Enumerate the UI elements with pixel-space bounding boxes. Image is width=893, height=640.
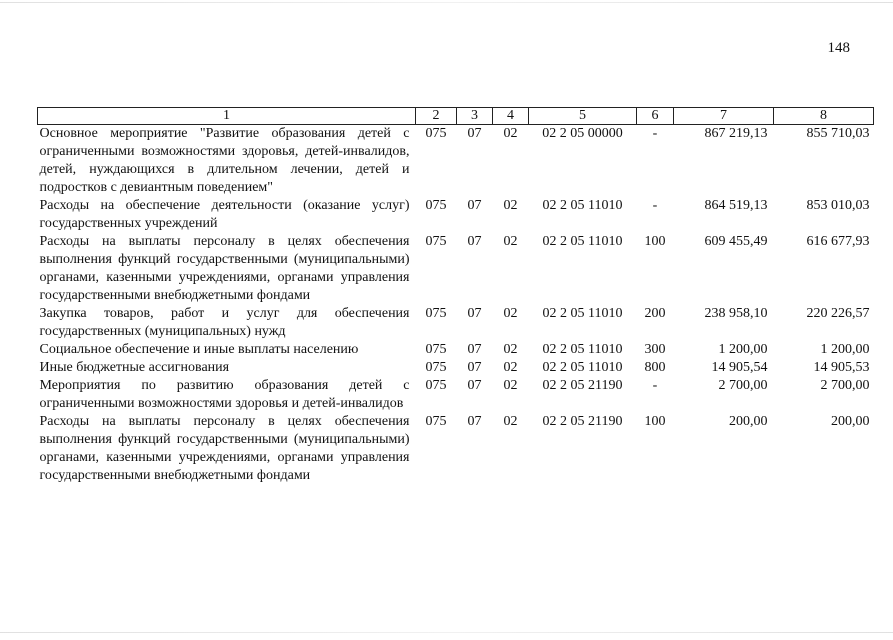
cell-target-article: 02 2 05 00000 [542, 126, 623, 141]
cell-ministry: 075 [425, 342, 447, 357]
table-row [38, 413, 874, 485]
header-cell: 6 [637, 108, 674, 125]
cell-expense-type: 800 [644, 360, 666, 375]
header-cell: 7 [674, 108, 774, 125]
header-cell: 2 [416, 108, 457, 125]
row-name: Расходы на выплаты персоналу в целях обеспечения выполнения функций государственными (муниципальными) органами, казенными учреждениями, органами управления государственными внебюджетными фондами [39, 234, 410, 303]
table-row [38, 359, 874, 377]
cell-ministry: 075 [425, 306, 447, 321]
cell-subsection: 02 [503, 234, 518, 249]
table-row [38, 125, 874, 198]
cell-subsection: 02 [503, 414, 518, 429]
cell-subsection: 02 [503, 378, 518, 393]
cell-target-article: 02 2 05 11010 [542, 306, 623, 321]
row-name: Основное мероприятие "Развитие образования детей с ограниченными возможностями здоровья, детей-инвалидов, детей, нуждающихся в длительном лечении, детей и подростков с девиантным поведением" [39, 126, 410, 195]
cell-amount-7: 238 958,10 [704, 306, 768, 321]
cell-ministry: 075 [425, 360, 447, 375]
cell-target-article: 02 2 05 11010 [542, 360, 623, 375]
cell-expense-type: 100 [644, 414, 666, 429]
header-cell: 1 [38, 108, 416, 125]
table-row [38, 341, 874, 359]
row-name: Мероприятия по развитию образования детей с ограниченными возможностями здоровья и детей-инвалидов [39, 378, 410, 411]
cell-ministry: 075 [425, 414, 447, 429]
table-row [38, 197, 874, 233]
cell-section: 07 [467, 198, 482, 213]
cell-ministry: 075 [425, 378, 447, 393]
scan-artifact-top [0, 2, 893, 3]
cell-amount-8: 200,00 [831, 414, 870, 429]
cell-amount-8: 855 710,03 [806, 126, 870, 141]
cell-ministry: 075 [425, 234, 447, 249]
row-name: Расходы на выплаты персоналу в целях обеспечения выполнения функций государственными (муниципальными) органами, казенными учреждениями, органами управления государственными внебюджетными фондами [39, 414, 410, 483]
row-name: Закупка товаров, работ и услуг для обеспечения государственных (муниципальных) нужд [39, 306, 410, 339]
cell-amount-7: 14 905,54 [711, 360, 768, 375]
cell-subsection: 02 [503, 360, 518, 375]
header-cell: 4 [493, 108, 529, 125]
page-number: 148 [827, 40, 850, 56]
cell-section: 07 [467, 306, 482, 321]
cell-subsection: 02 [503, 306, 518, 321]
table-row [38, 233, 874, 305]
scan-artifact-bottom [0, 632, 893, 633]
cell-section: 07 [467, 342, 482, 357]
row-name: Расходы на обеспечение деятельности (оказание услуг) государственных учреждений [39, 198, 410, 231]
row-name: Иные бюджетные ассигнования [39, 360, 230, 375]
cell-amount-7: 609 455,49 [704, 234, 768, 249]
cell-expense-type: - [652, 126, 658, 141]
cell-ministry: 075 [425, 126, 447, 141]
cell-expense-type: 300 [644, 342, 666, 357]
cell-subsection: 02 [503, 342, 518, 357]
cell-section: 07 [467, 360, 482, 375]
cell-amount-7: 200,00 [729, 414, 768, 429]
cell-amount-8: 14 905,53 [813, 360, 870, 375]
cell-expense-type: 100 [644, 234, 666, 249]
cell-amount-7: 867 219,13 [704, 126, 768, 141]
cell-amount-8: 2 700,00 [820, 378, 870, 393]
cell-target-article: 02 2 05 11010 [542, 342, 623, 357]
header-cell: 3 [457, 108, 493, 125]
table-body [38, 125, 874, 486]
cell-amount-8: 1 200,00 [820, 342, 870, 357]
cell-amount-7: 2 700,00 [718, 378, 768, 393]
cell-section: 07 [467, 414, 482, 429]
cell-amount-7: 1 200,00 [718, 342, 768, 357]
row-name: Социальное обеспечение и иные выплаты населению [39, 342, 359, 357]
cell-section: 07 [467, 126, 482, 141]
cell-target-article: 02 2 05 11010 [542, 198, 623, 213]
cell-subsection: 02 [503, 198, 518, 213]
cell-expense-type: - [652, 198, 658, 213]
budget-table [37, 107, 874, 485]
cell-amount-8: 853 010,03 [806, 198, 870, 213]
table-header [38, 108, 874, 125]
header-cell: 8 [774, 108, 874, 125]
table-row [38, 377, 874, 413]
cell-amount-8: 616 677,93 [806, 234, 870, 249]
cell-target-article: 02 2 05 21190 [542, 378, 623, 393]
cell-section: 07 [467, 234, 482, 249]
header-row [38, 108, 874, 125]
cell-target-article: 02 2 05 11010 [542, 234, 623, 249]
cell-expense-type: 200 [644, 306, 666, 321]
cell-ministry: 075 [425, 198, 447, 213]
cell-section: 07 [467, 378, 482, 393]
cell-amount-8: 220 226,57 [806, 306, 870, 321]
cell-expense-type: - [652, 378, 658, 393]
cell-subsection: 02 [503, 126, 518, 141]
cell-target-article: 02 2 05 21190 [542, 414, 623, 429]
cell-amount-7: 864 519,13 [704, 198, 768, 213]
header-cell: 5 [529, 108, 637, 125]
table-row [38, 305, 874, 341]
